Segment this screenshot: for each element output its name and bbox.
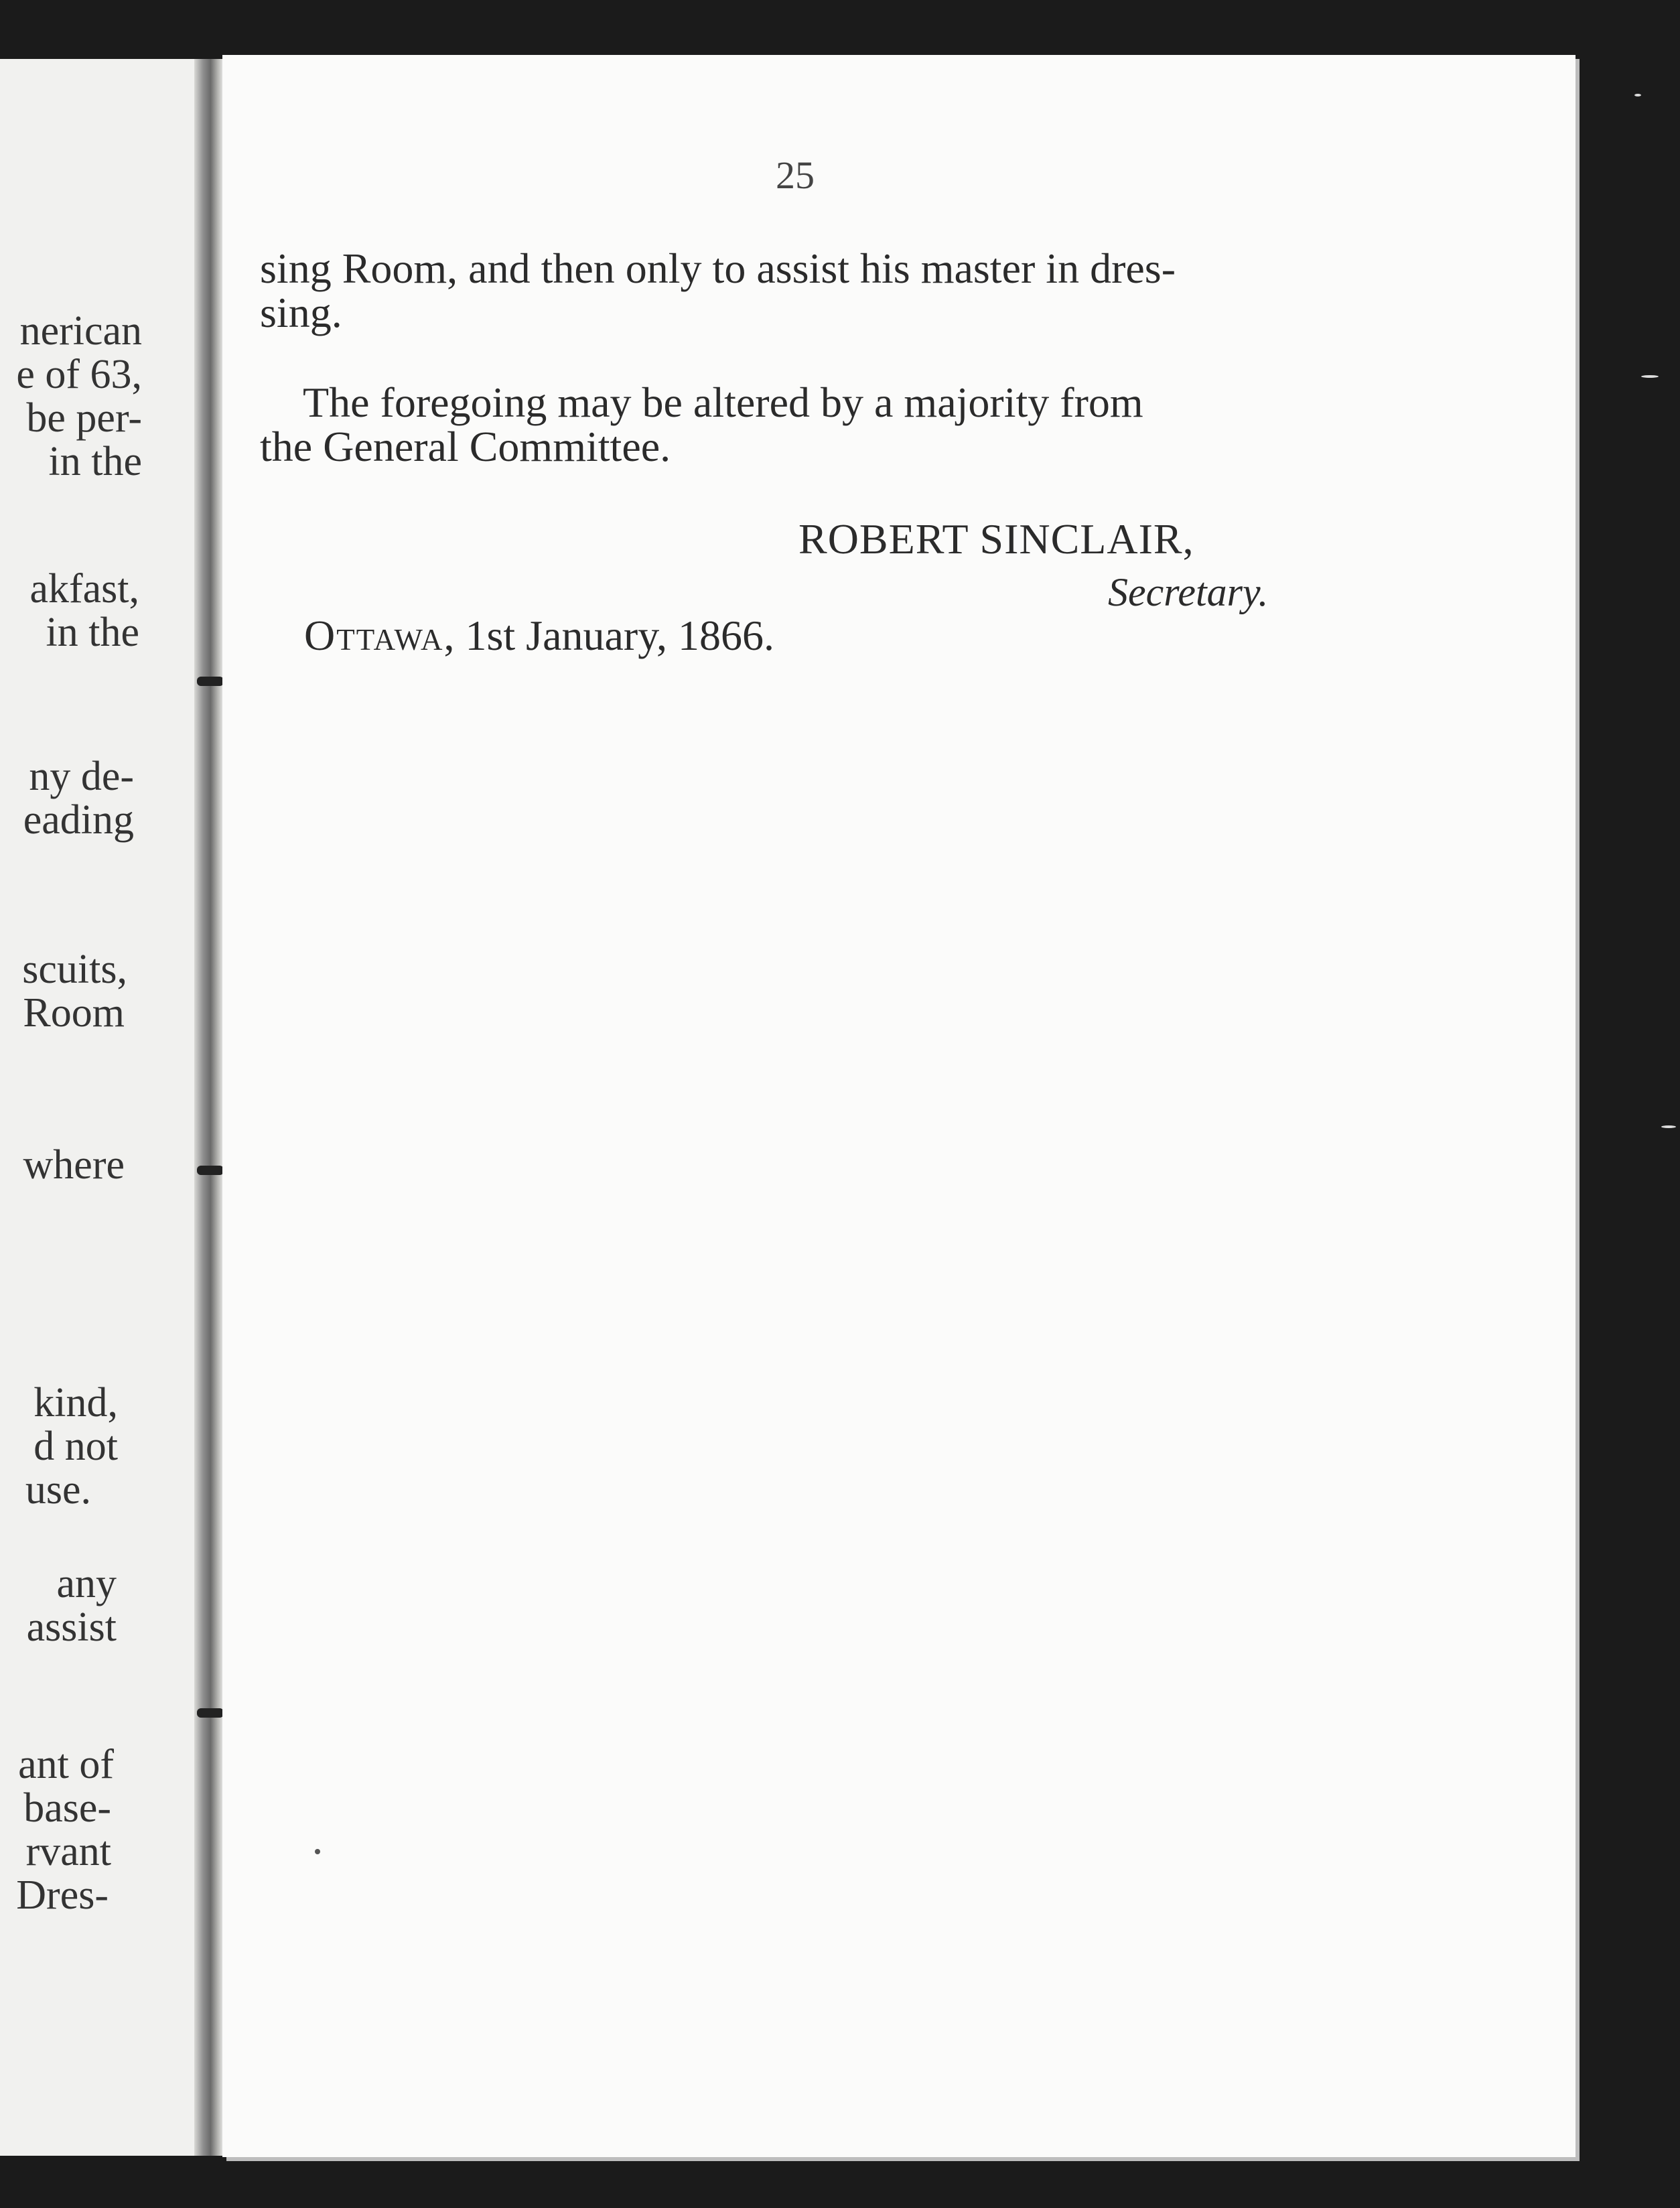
left-line: Room: [23, 990, 125, 1036]
left-line: e of 63,: [16, 352, 142, 397]
left-page-text: [0, 59, 209, 2156]
paragraph-line: The foregoing may be altered by a majority from: [303, 378, 1143, 426]
dateline-date: , 1st January, 1866.: [443, 612, 775, 659]
left-line: akfast,: [29, 566, 139, 612]
left-line: ny de-: [29, 754, 134, 799]
right-page: [222, 55, 1576, 2157]
dateline-place: Ottawa: [304, 612, 444, 659]
signature-name: ROBERT SINCLAIR,: [798, 515, 1194, 563]
paragraph-line: sing.: [260, 289, 342, 336]
scan-speck: [1641, 375, 1659, 378]
left-line: scuits,: [22, 947, 127, 992]
left-line: assist: [26, 1604, 117, 1650]
left-line: in the: [46, 610, 139, 655]
left-line: any: [56, 1561, 117, 1606]
page-number: 25: [776, 153, 815, 197]
left-line: base-: [23, 1785, 111, 1831]
left-line: use.: [25, 1467, 91, 1513]
scan-speck: [315, 1849, 320, 1854]
left-line: nerican: [19, 308, 142, 354]
binding-stitch: [197, 1708, 224, 1718]
left-line: rvant: [25, 1829, 111, 1874]
left-line: in the: [48, 439, 142, 484]
binding-gutter: [194, 59, 224, 2156]
paragraph-line: the General Committee.: [260, 423, 671, 470]
scan-speck: [1634, 94, 1641, 96]
left-line: Dres-: [16, 1872, 109, 1918]
left-line: where: [23, 1142, 125, 1188]
scan-speck: [1661, 1125, 1676, 1128]
left-line: d not: [33, 1424, 118, 1469]
left-line: eading: [23, 797, 134, 843]
paragraph-line: sing Room, and then only to assist his master in dres-: [260, 245, 1176, 292]
binding-stitch: [197, 677, 224, 686]
left-line: ant of: [18, 1742, 114, 1787]
left-line: be per-: [26, 395, 142, 441]
left-facing-page: [0, 59, 209, 2156]
binding-stitch: [197, 1166, 224, 1175]
signature-title: Secretary.: [1108, 570, 1269, 614]
dateline: [304, 611, 774, 661]
left-line: kind,: [33, 1380, 118, 1426]
